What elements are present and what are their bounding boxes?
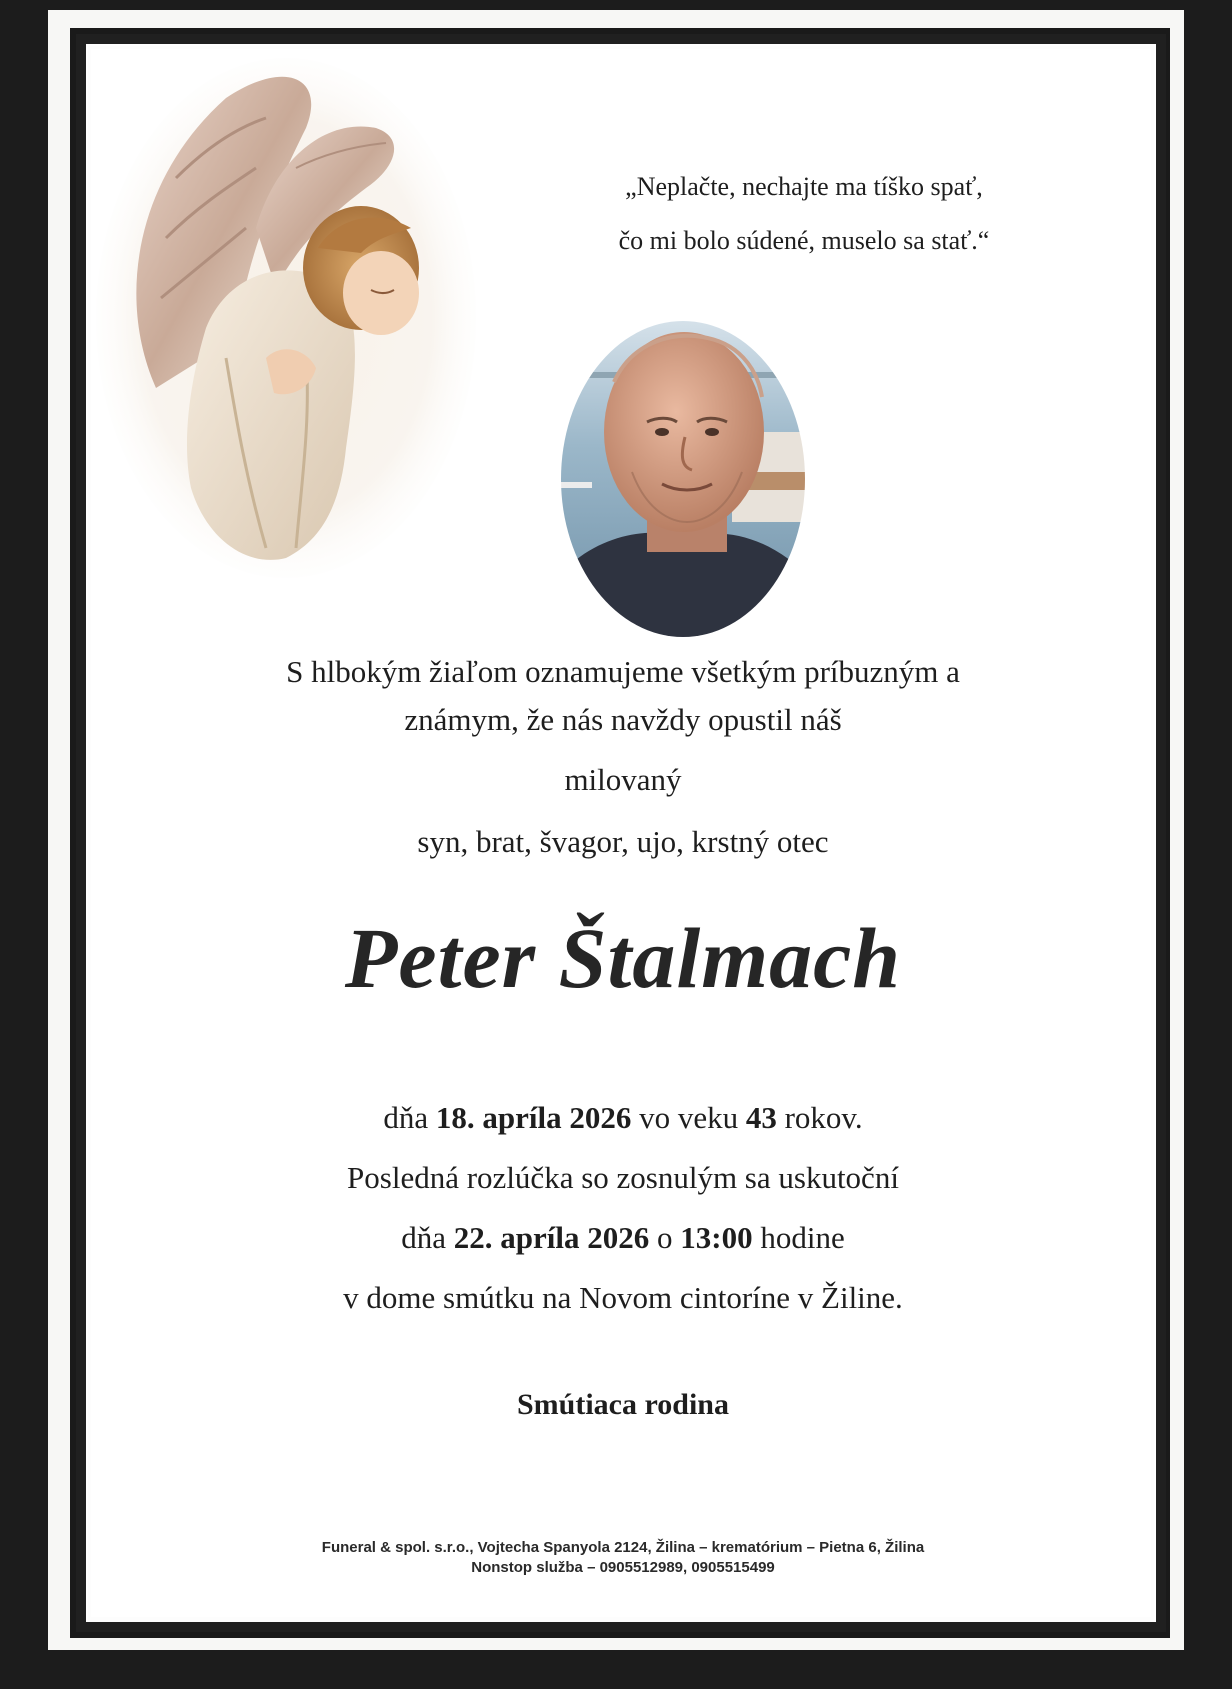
relations-line: syn, brat, švagor, ujo, krstný otec bbox=[417, 824, 829, 859]
family-signature: Smútiaca rodina bbox=[517, 1388, 729, 1421]
funeral-service-footer bbox=[104, 1538, 1142, 1578]
age-value: 43 bbox=[745, 1100, 777, 1135]
location-line: v dome smútku na Novom cintoríne v Žiline. bbox=[343, 1280, 903, 1315]
memorial-quote bbox=[544, 160, 1064, 268]
announcement-line-1: S hlbokým žiaľom oznamujeme všetkým príbuzným a bbox=[286, 654, 960, 689]
announcement-line-2: známym, že nás navždy opustil náš bbox=[404, 702, 842, 737]
time-prefix: o bbox=[657, 1220, 673, 1255]
death-date-line bbox=[104, 1088, 1142, 1148]
time-suffix: hodine bbox=[760, 1220, 845, 1255]
funeral-prefix: dňa bbox=[401, 1220, 447, 1255]
quote-line-2: čo mi bolo súdené, muselo sa stať.“ bbox=[618, 226, 990, 255]
funeral-date: 22. apríla 2026 bbox=[453, 1220, 650, 1255]
deceased-name: Peter Štalmach bbox=[344, 910, 902, 1006]
death-prefix: dňa bbox=[383, 1100, 429, 1135]
farewell-line: Posledná rozlúčka so zosnulým sa uskutoční bbox=[347, 1160, 899, 1195]
funeral-details bbox=[104, 1088, 1142, 1328]
obituary-card bbox=[104, 58, 1142, 1614]
funeral-date-line bbox=[104, 1208, 1142, 1268]
quote-line-1: „Neplačte, nechajte ma tíško spať, bbox=[625, 172, 983, 201]
age-prefix: vo veku bbox=[639, 1100, 739, 1135]
funeral-time: 13:00 bbox=[680, 1220, 753, 1255]
announcement-text bbox=[104, 648, 1142, 866]
footer-address-line: Funeral & spol. s.r.o., Vojtecha Spanyola 2124, Žilina – krematórium – Pietna 6, Žilina bbox=[321, 1539, 925, 1556]
footer-phone-line: Nonstop služba – 0905512989, 0905515499 bbox=[471, 1559, 775, 1576]
announcement-line-3: milovaný bbox=[564, 762, 682, 797]
age-suffix: rokov. bbox=[784, 1100, 863, 1135]
death-date: 18. apríla 2026 bbox=[435, 1100, 632, 1135]
portrait-photo bbox=[552, 312, 814, 646]
praying-angel-image bbox=[96, 58, 476, 578]
